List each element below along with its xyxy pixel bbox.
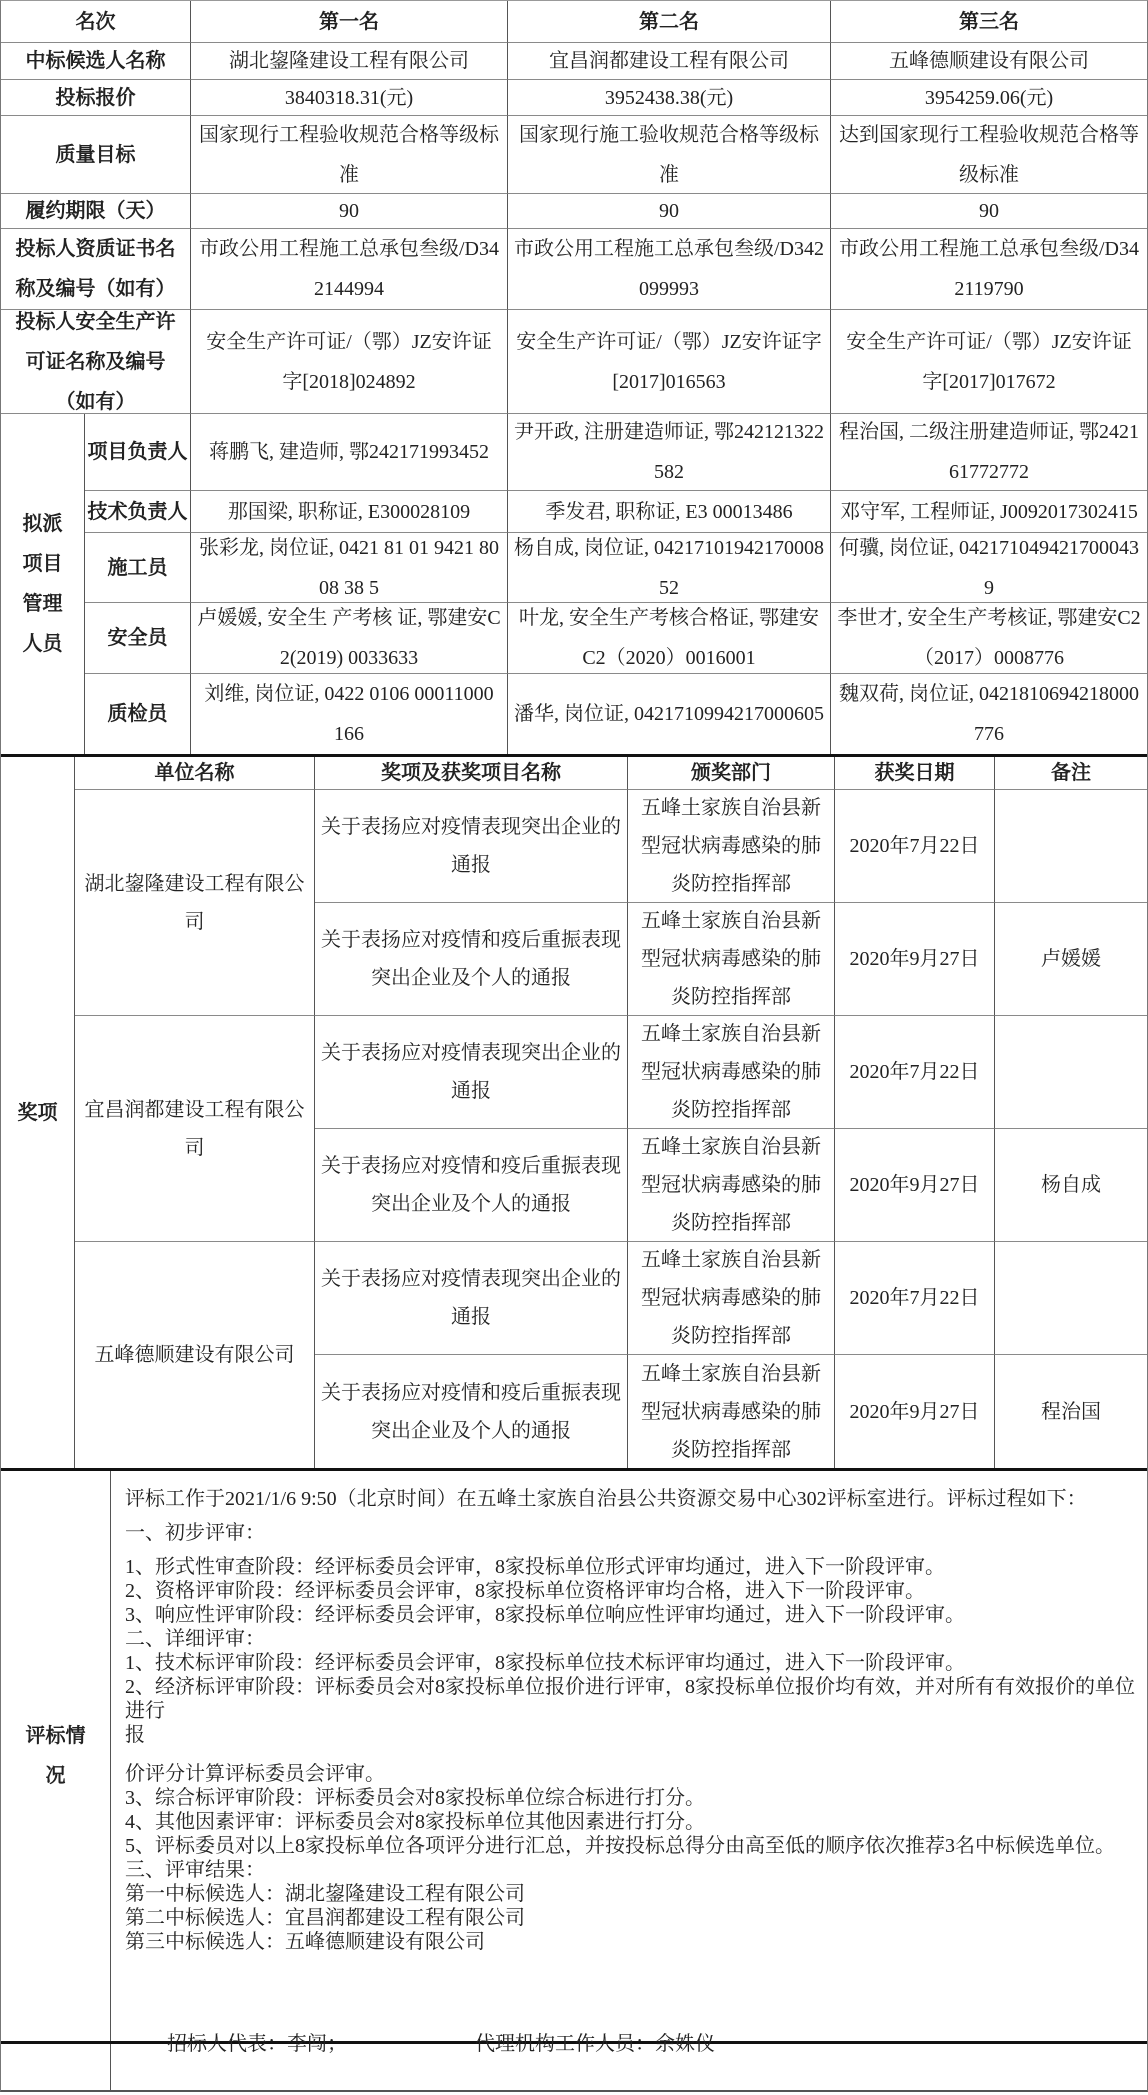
- personnel-cell: 程治国, 二级注册建造师证, 鄂242161772772: [831, 414, 1147, 491]
- duration-cell: 90: [508, 194, 831, 229]
- evaluation-stage-heading: 二、详细评审：: [125, 1628, 265, 1650]
- personnel-cell: 尹开政, 注册建造师证, 鄂242121322582: [508, 414, 831, 491]
- evaluation-intro-line: 评标工作于2021/1/6 9:50（北京时间）在五峰土家族自治县公共资源交易中心302评标室进行。评标过程如下：: [125, 1488, 1087, 1510]
- evaluation-item: 2、经济标评审阶段：评标委员会对8家投标单位报价进行评审，8家投标单位报价均有效，并对所有有效报价的单位进行: [125, 1676, 1135, 1722]
- candidate-name-cell: 宜昌润都建设工程有限公司: [508, 43, 831, 80]
- qualification-cell: 市政公用工程施工总承包叁级/D342099993: [508, 229, 831, 310]
- award-remark-cell: [995, 790, 1147, 903]
- bottom-strip: [1, 2041, 1147, 2090]
- row-label-qualification: 投标人资质证书名称及编号（如有）: [1, 229, 191, 310]
- rank-header-label: 名次: [1, 1, 191, 43]
- evaluation-section-label: 评标情况: [1, 1471, 111, 2041]
- row-label-quality-goal: 质量目标: [1, 116, 191, 194]
- agency-staff: 代理机构工作人员：余姝仪: [475, 2033, 715, 2055]
- row-label-candidate-name: 中标候选人名称: [1, 43, 191, 80]
- evaluation-stage-heading: 一、初步评审：: [125, 1522, 265, 1544]
- evaluation-body: [111, 1471, 1147, 2055]
- evaluation-item: 4、其他因素评审：评标委员会对8家投标单位其他因素进行打分。: [125, 1811, 705, 1833]
- personnel-cell: 李世才, 安全生产考核证, 鄂建安C2（2017）0008776: [831, 603, 1147, 674]
- rank-first-header: 第一名: [191, 1, 508, 43]
- bottom-strip-content-cell: [111, 2044, 1147, 2090]
- awards-table: [1, 754, 1147, 1468]
- bid-price-cell: 3954259.06(元): [831, 80, 1147, 116]
- personnel-label-project-manager: 项目负责人: [85, 414, 191, 491]
- quality-goal-cell: 达到国家现行工程验收规范合格等级标准: [831, 116, 1147, 194]
- award-title-cell: 关于表扬应对疫情和疫后重振表现突出企业及个人的通报: [315, 1355, 628, 1468]
- safety-license-cell: 安全生产许可证/（鄂）JZ安许证字[2017]017672: [831, 310, 1147, 414]
- evaluation-item: 2、资格评审阶段：经评标委员会评审，8家投标单位资格评审均合格，进入下一阶段评审。: [125, 1580, 925, 1602]
- award-title-cell: 关于表扬应对疫情和疫后重振表现突出企业及个人的通报: [315, 1129, 628, 1242]
- qualification-cell: 市政公用工程施工总承包叁级/D342144994: [191, 229, 508, 310]
- rank-third-header: 第三名: [831, 1, 1147, 43]
- qualification-cell: 市政公用工程施工总承包叁级/D342119790: [831, 229, 1147, 310]
- personnel-cell: 叶龙, 安全生产考核合格证, 鄂建安C2（2020）0016001: [508, 603, 831, 674]
- personnel-cell: 杨自成, 岗位证, 0421710194217000852: [508, 533, 831, 603]
- evaluation-item: 3、综合标评审阶段：评标委员会对8家投标单位综合标进行打分。: [125, 1787, 705, 1809]
- evaluation-result-line: 第三中标候选人：五峰德顺建设有限公司: [125, 1931, 485, 1953]
- award-department-cell: 五峰土家族自治县新型冠状病毒感染的肺炎防控指挥部: [628, 1242, 835, 1355]
- personnel-group-label: 拟派项目管理人员: [1, 414, 85, 754]
- award-date-cell: 2020年7月22日: [835, 790, 995, 903]
- evaluation-item: 3、响应性评审阶段：经评标委员会评审，8家投标单位响应性评审均通过，进入下一阶段评审。: [125, 1604, 965, 1626]
- awards-header-title: 奖项及获奖项目名称: [315, 757, 628, 790]
- award-title-cell: 关于表扬应对疫情表现突出企业的通报: [315, 1016, 628, 1129]
- personnel-cell: 蒋鹏飞, 建造师, 鄂242171993452: [191, 414, 508, 491]
- award-title-cell: 关于表扬应对疫情和疫后重振表现突出企业及个人的通报: [315, 903, 628, 1016]
- evaluation-result-line: 第一中标候选人：湖北鋆隆建设工程有限公司: [125, 1883, 525, 1905]
- personnel-cell: 何骥, 岗位证, 0421710494217000439: [831, 533, 1147, 603]
- personnel-cell: 那国梁, 职称证, E300028109: [191, 491, 508, 533]
- personnel-label-safety-officer: 安全员: [85, 603, 191, 674]
- awards-company-cell: 宜昌润都建设工程有限公司: [75, 1016, 315, 1242]
- awards-header-company: 单位名称: [75, 757, 315, 790]
- evaluation-result-heading: 三、评审结果：: [125, 1859, 265, 1881]
- duration-cell: 90: [191, 194, 508, 229]
- award-department-cell: 五峰土家族自治县新型冠状病毒感染的肺炎防控指挥部: [628, 903, 835, 1016]
- personnel-cell: 邓守军, 工程师证, J0092017302415: [831, 491, 1147, 533]
- awards-section-label: 奖项: [1, 757, 75, 1468]
- award-remark-cell: 程治国: [1041, 1400, 1101, 1423]
- personnel-label-construction-worker: 施工员: [85, 533, 191, 603]
- award-department-cell: 五峰土家族自治县新型冠状病毒感染的肺炎防控指挥部: [628, 1129, 835, 1242]
- candidate-name-cell: 湖北鋆隆建设工程有限公司: [191, 43, 508, 80]
- award-title-cell: 关于表扬应对疫情表现突出企业的通报: [315, 1242, 628, 1355]
- evaluation-item: 1、技术标评审阶段：经评标委员会评审，8家投标单位技术标评审均通过，进入下一阶段评审。: [125, 1652, 965, 1674]
- personnel-label-quality-inspector: 质检员: [85, 674, 191, 754]
- duration-cell: 90: [831, 194, 1147, 229]
- awards-header-remark: 备注: [995, 757, 1147, 790]
- award-remark-cell: 杨自成: [995, 1129, 1147, 1242]
- personnel-label-technical-lead: 技术负责人: [85, 491, 191, 533]
- award-remark-cell: [995, 1242, 1147, 1355]
- awards-header-date: 获奖日期: [835, 757, 995, 790]
- award-remark-cell: 卢媛媛: [995, 903, 1147, 1016]
- personnel-cell: 刘维, 岗位证, 0422 0106 00011000 166: [191, 674, 508, 754]
- awards-header-department: 颁奖部门: [628, 757, 835, 790]
- award-department-cell: 五峰土家族自治县新型冠状病毒感染的肺炎防控指挥部: [628, 1016, 835, 1129]
- bottom-strip-label-cell: [1, 2044, 111, 2090]
- evaluation-item: 1、形式性审查阶段：经评标委员会评审，8家投标单位形式评审均通过，进入下一阶段评审。: [125, 1556, 945, 1578]
- evaluation-result-line: 第二中标候选人：宜昌润都建设工程有限公司: [125, 1907, 525, 1929]
- evaluation-item-continuation: 价评分计算评标委员会评审。: [125, 1763, 385, 1785]
- evaluation-item: 5、评标委员对以上8家投标单位各项评分进行汇总，并按投标总得分由高至低的顺序依次推荐3名中标候选单位。: [125, 1835, 1115, 1857]
- award-title-cell: 关于表扬应对疫情表现突出企业的通报: [315, 790, 628, 903]
- candidate-name-cell: 五峰德顺建设有限公司: [831, 43, 1147, 80]
- award-date-cell: 2020年9月27日: [835, 903, 995, 1016]
- rank-second-header: 第二名: [508, 1, 831, 43]
- row-label-safety-license: 投标人安全生产许可证名称及编号（如有）: [1, 310, 191, 414]
- award-department-cell: 五峰土家族自治县新型冠状病毒感染的肺炎防控指挥部: [628, 790, 835, 903]
- quality-goal-cell: 国家现行工程验收规范合格等级标准: [191, 116, 508, 194]
- bid-price-cell: 3840318.31(元): [191, 80, 508, 116]
- award-date-cell: 2020年7月22日: [835, 1242, 995, 1355]
- candidates-table: [1, 1, 1147, 754]
- award-remark-cell: [995, 1016, 1147, 1129]
- awards-company-cell: 五峰德顺建设有限公司: [75, 1242, 315, 1468]
- personnel-cell: 魏双荷, 岗位证, 0421810694218000776: [839, 683, 1139, 745]
- award-date-cell: 2020年9月27日: [835, 1355, 995, 1468]
- personnel-cell: 潘华, 岗位证, 0421710994217000605: [508, 674, 831, 754]
- quality-goal-cell: 国家现行施工验收规范合格等级标准: [508, 116, 831, 194]
- award-date-cell: 2020年7月22日: [835, 1016, 995, 1129]
- evaluation-item-continuation: 报: [125, 1724, 145, 1746]
- award-department-cell: 五峰土家族自治县新型冠状病毒感染的肺炎防控指挥部: [628, 1355, 835, 1468]
- safety-license-cell: 安全生产许可证/（鄂）JZ安许证字[2018]024892: [191, 310, 508, 414]
- personnel-cell: 卢媛媛, 安全生 产考核 证, 鄂建安C2(2019) 0033633: [191, 603, 508, 674]
- award-date-cell: 2020年9月27日: [835, 1129, 995, 1242]
- bidder-representative: 招标人代表：李闯；: [167, 2033, 347, 2055]
- safety-license-cell: 安全生产许可证/（鄂）JZ安许证字[2017]016563: [508, 310, 831, 414]
- row-label-duration: 履约期限（天）: [1, 194, 191, 229]
- awards-company-cell: 湖北鋆隆建设工程有限公司: [75, 790, 315, 1016]
- personnel-cell: 张彩龙, 岗位证, 0421 81 01 9421 8008 38 5: [191, 533, 508, 603]
- bid-price-cell: 3952438.38(元): [508, 80, 831, 116]
- evaluation-section: [1, 1468, 1147, 2055]
- personnel-cell: 季发君, 职称证, E3 00013486: [508, 491, 831, 533]
- row-label-bid-price: 投标报价: [1, 80, 191, 116]
